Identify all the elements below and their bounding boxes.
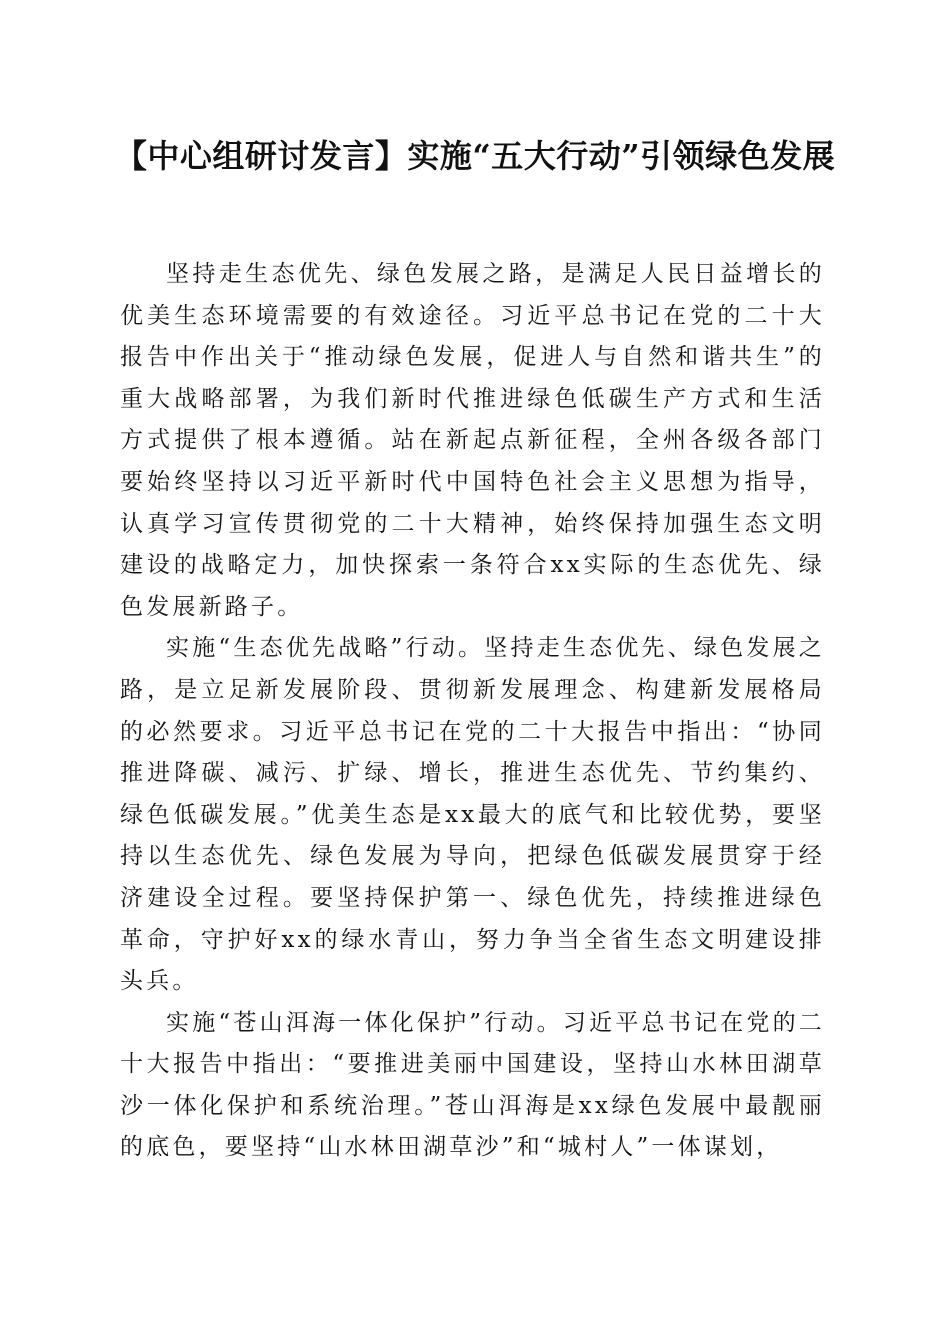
paragraph-intro: 坚持走生态优先、绿色发展之路，是满足人民日益增长的优美生态环境需要的有效途径。习近平总书记在党的二十大报告中作出关于“推动绿色发展，促进人与自然和谐共生”的重大战略部署，为我们新时代推进绿色低碳生产方式和生活方式提供了根本遵循。站在新起点新征程，全州各级各部门要始终坚持以习近平新时代中国特色社会主义思想为指导，认真学习宣传贯彻党的二十大精神，始终保持加强生态文明建设的战略定力，加快探索一条符合xx实际的生态优先、绿色发展新路子。	[120, 261, 825, 620]
document-title: 【中心组研讨发言】实施“五大行动”引领绿色发展	[114, 137, 836, 175]
document-body	[120, 254, 825, 1169]
paragraph-cangshan-erhai: 实施“苍山洱海一体化保护”行动。习近平总书记在党的二十大报告中指出：“要推进美丽中国建设，坚持山水林田湖草沙一体化保护和系统治理。”苍山洱海是xx绿色发展中最靓丽的底色，要坚持“山水林田湖草沙”和“城村人”一体谋划，	[120, 1009, 825, 1161]
paragraph-ecological-priority: 实施“生态优先战略”行动。坚持走生态优先、绿色发展之路，是立足新发展阶段、贯彻新发展理念、构建新发展格局的必然要求。习近平总书记在党的二十大报告中指出：“协同推进降碳、减污、扩绿、增长，推进生态优先、节约集约、绿色低碳发展。”优美生态是xx最大的底气和比较优势，要坚持以生态优先、绿色发展为导向，把绿色低碳发展贯穿于经济建设全过程。要坚持保护第一、绿色优先，持续推进绿色革命，守护好xx的绿水青山，努力争当全省生态文明建设排头兵。	[120, 635, 825, 995]
